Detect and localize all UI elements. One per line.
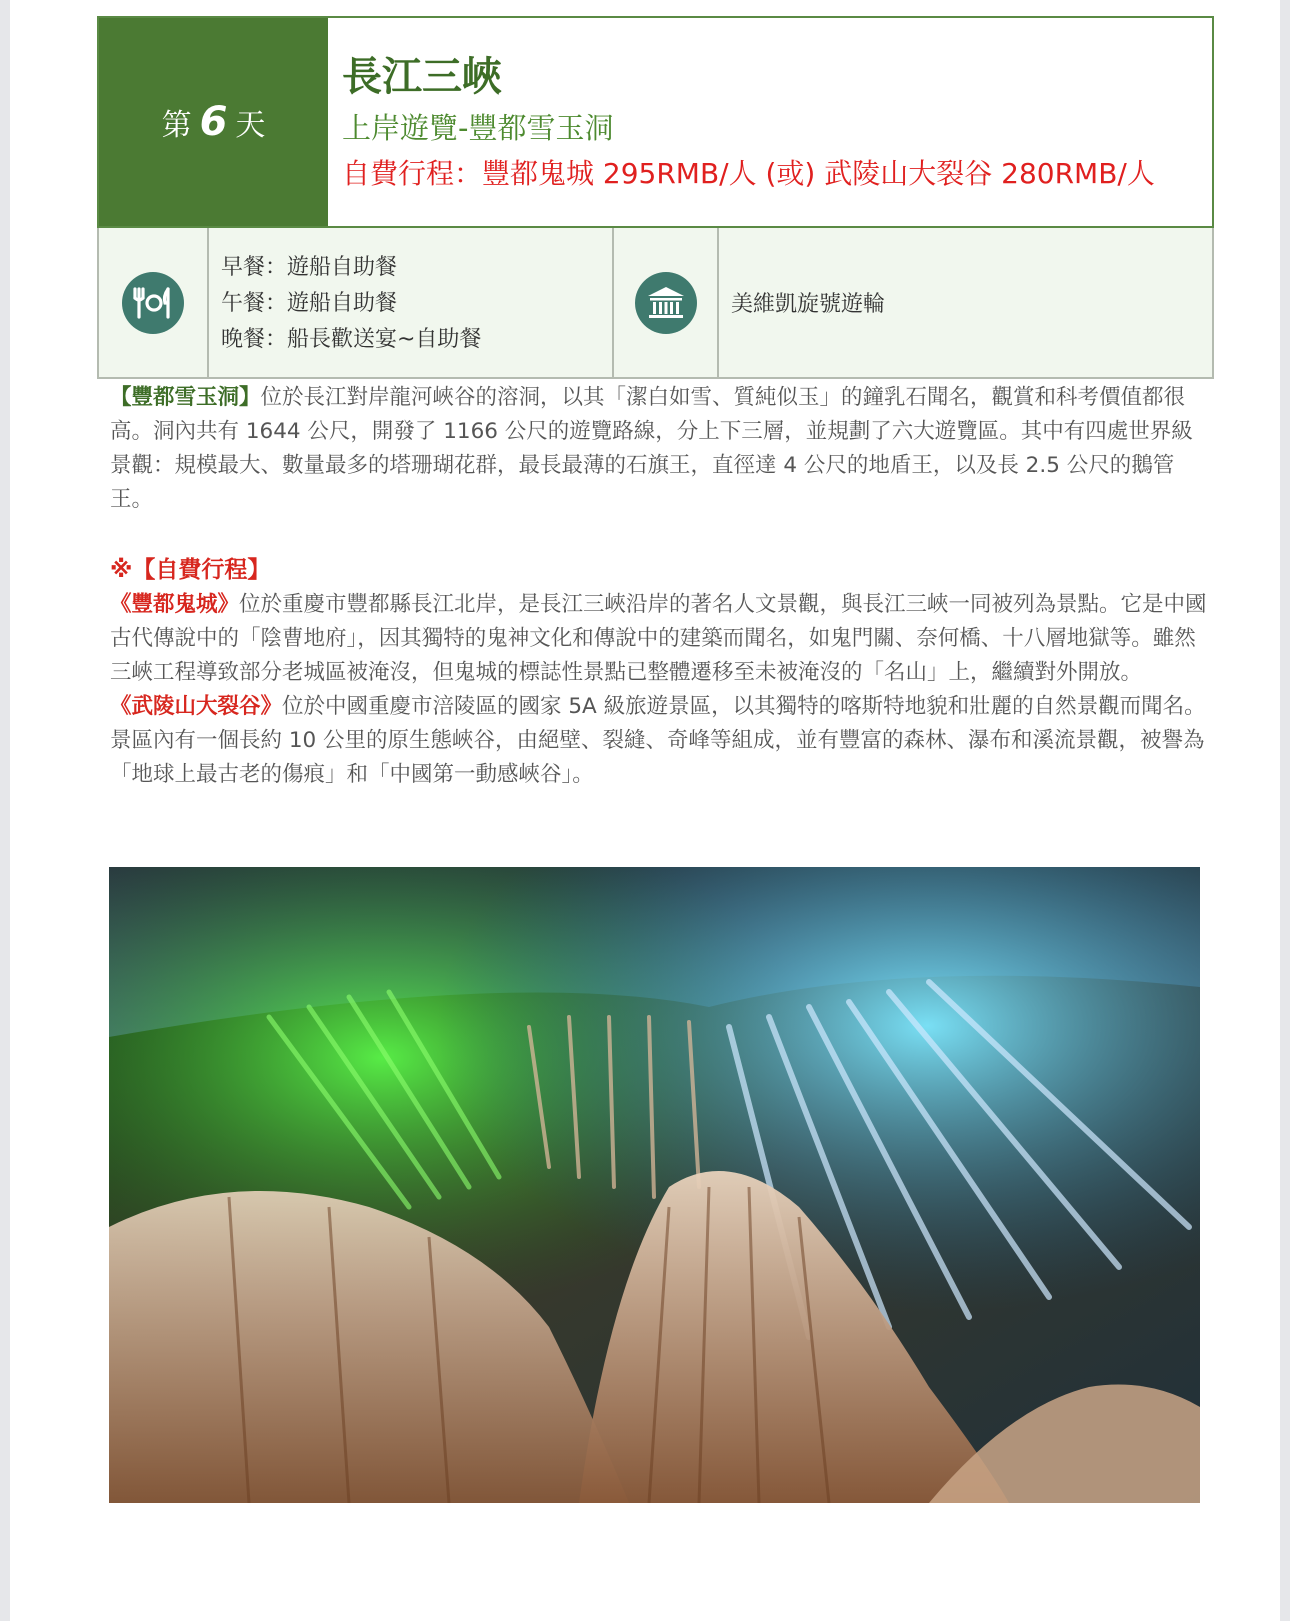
- breakfast: 早餐：遊船自助餐: [221, 255, 398, 280]
- cave-photo: [109, 867, 1200, 1503]
- xueyu-text: 位於長江對岸龍河峽谷的溶洞，以其「潔白如雪、質純似玉」的鐘乳石聞名，觀賞和科考價值都很高。洞內共有 1644 公尺，開發了 1166 公尺的遊覽路線，分上下三層，並規劃了六大遊覽區。其中有四處世界級景觀：規模最大、數量最多的塔珊瑚花群，最長最薄的石旗王，直徑達 4 公尺的地盾王，以及長 2.5 公尺的鵝管王。: [110, 385, 1193, 512]
- xueyu-heading: 【豐都雪玉洞】: [110, 385, 261, 410]
- day-subtitle: 上岸遊覽-豐都雪玉洞: [342, 111, 614, 145]
- wuling-paragraph: [110, 690, 1210, 792]
- xueyu-cave-description: [110, 381, 1210, 517]
- day-number: 6: [199, 99, 228, 145]
- day-badge: [99, 18, 328, 226]
- dinner: 晚餐：船長歡送宴~自助餐: [221, 327, 482, 352]
- day-title: 長江三峽: [342, 54, 502, 100]
- ghost-city-heading: 《豐都鬼城》: [110, 592, 240, 617]
- ghost-city-paragraph: [110, 588, 1210, 690]
- day-header: [97, 16, 1214, 228]
- day-suffix: 天: [235, 108, 266, 143]
- lunch: 午餐：遊船自助餐: [221, 291, 398, 316]
- lodging-name: 美維凱旋號遊輪: [731, 292, 886, 317]
- meal-icon-cell: [99, 228, 209, 377]
- meal-list-cell: [209, 228, 614, 377]
- optional-section: [110, 552, 1210, 792]
- hotel-icon: [635, 272, 697, 334]
- hotel-icon-cell: [614, 228, 719, 377]
- dining-icon: [122, 272, 184, 334]
- day-optional-tours: 自費行程：豐都鬼城 295RMB/人 (或) 武陵山大裂谷 280RMB/人: [342, 157, 1155, 190]
- wuling-heading: 《武陵山大裂谷》: [110, 694, 283, 719]
- wuling-text: 位於中國重慶市涪陵區的國家 5A 級旅遊景區，以其獨特的喀斯特地貌和壯麗的自然景觀而聞名。景區內有一個長約 10 公里的原生態峽谷，由絕壁、裂縫、奇峰等組成，並有豐富的森林、瀑布和溪流景觀，被譽為「地球上最古老的傷痕」和「中國第一動感峽谷」。: [110, 694, 1206, 787]
- lodging-cell: [719, 228, 1214, 377]
- ghost-city-text: 位於重慶市豐都縣長江北岸，是長江三峽沿岸的著名人文景觀，與長江三峽一同被列為景點。它是中國古代傳說中的「陰曹地府」，因其獨特的鬼神文化和傳說中的建築而聞名，如鬼門關、奈何橋、十八層地獄等。雖然三峽工程導致部分老城區被淹沒，但鬼城的標誌性景點已整體遷移至未被淹沒的「名山」上，繼續對外開放。: [110, 592, 1207, 685]
- itinerary-page: [10, 0, 1280, 1621]
- optional-section-title: ※【自費行程】: [110, 557, 271, 583]
- meal-lodging-table: [97, 228, 1214, 379]
- day-prefix: 第: [161, 108, 192, 143]
- day-info: [342, 48, 1155, 196]
